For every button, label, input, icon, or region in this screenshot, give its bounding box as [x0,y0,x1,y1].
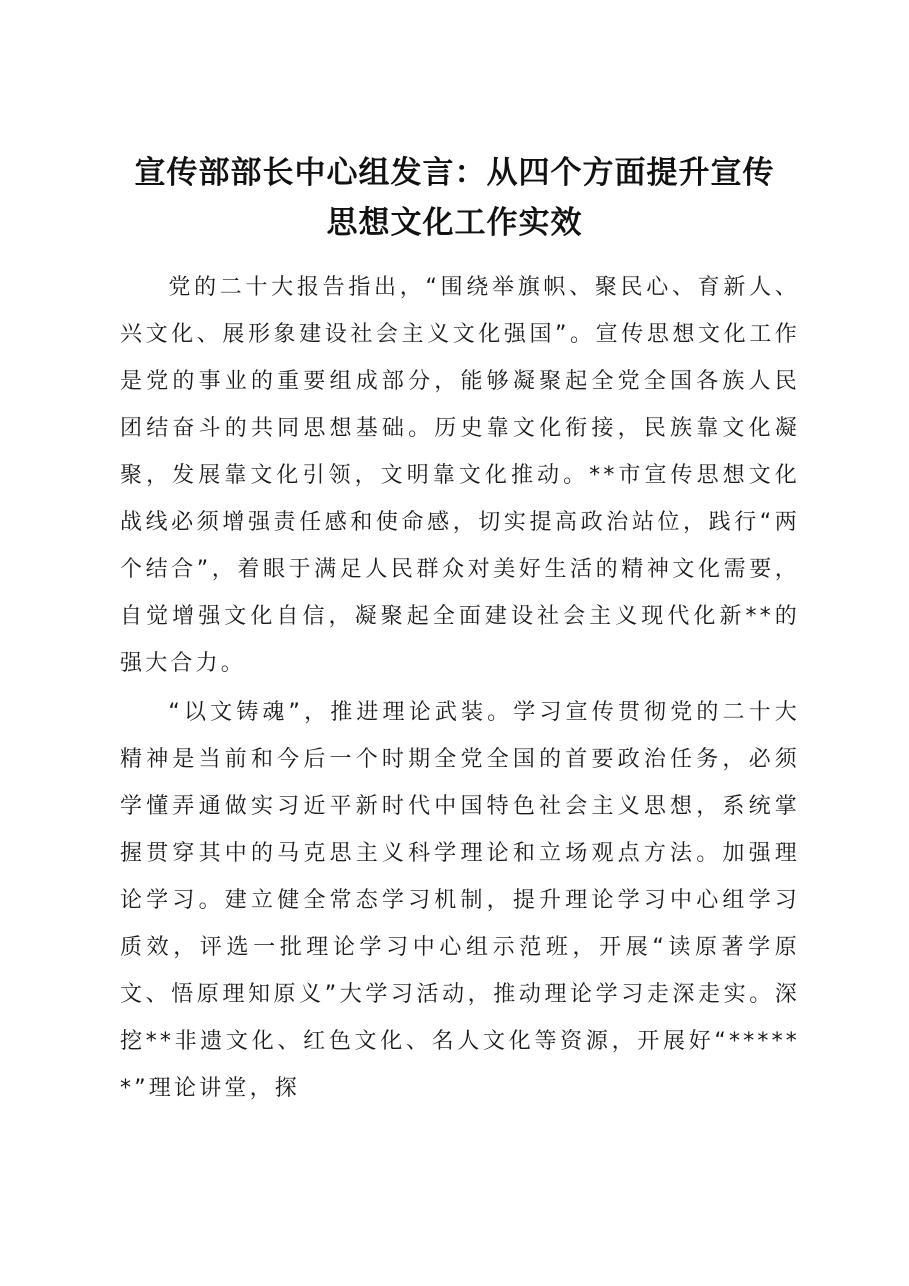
document-body [120,264,800,1114]
body-paragraph: “以文铸魂”，推进理论武装。学习宣传贯彻党的二十大精神是当前和今后一个时期全党全国的首要政治任务，必须学懂弄通做实习近平新时代中国特色社会主义思想，系统掌握贯穿其中的马克思主义科学理论和立场观点方法。加强理论学习。建立健全常态学习机制，提升理论学习中心组学习质效，评选一批理论学习中心组示范班，开展“读原著学原文、悟原理知原义”大学习活动，推动理论学习走深走实。深挖**非遗文化、红色文化、名人文化等资源，开展好“******”理论讲堂，探 [120,700,800,1101]
document-title: 宣传部部长中心组发言：从四个方面提升宣传思想文化工作实效 [134,155,775,241]
body-paragraph: 党的二十大报告指出，“围绕举旗帜、聚民心、育新人、兴文化、展形象建设社会主义文化强国”。宣传思想文化工作是党的事业的重要组成部分，能够凝聚起全党全国各族人民团结奋斗的共同思想基础。历史靠文化衔接，民族靠文化凝聚，发展靠文化引领，文明靠文化推动。**市宣传思想文化战线必须增强责任感和使命感，切实提高政治站位，践行“两个结合”，着眼于满足人民群众对美好生活的精神文化需要，自觉增强文化自信，凝聚起全面建设社会主义现代化新**的强大合力。 [120,275,800,676]
